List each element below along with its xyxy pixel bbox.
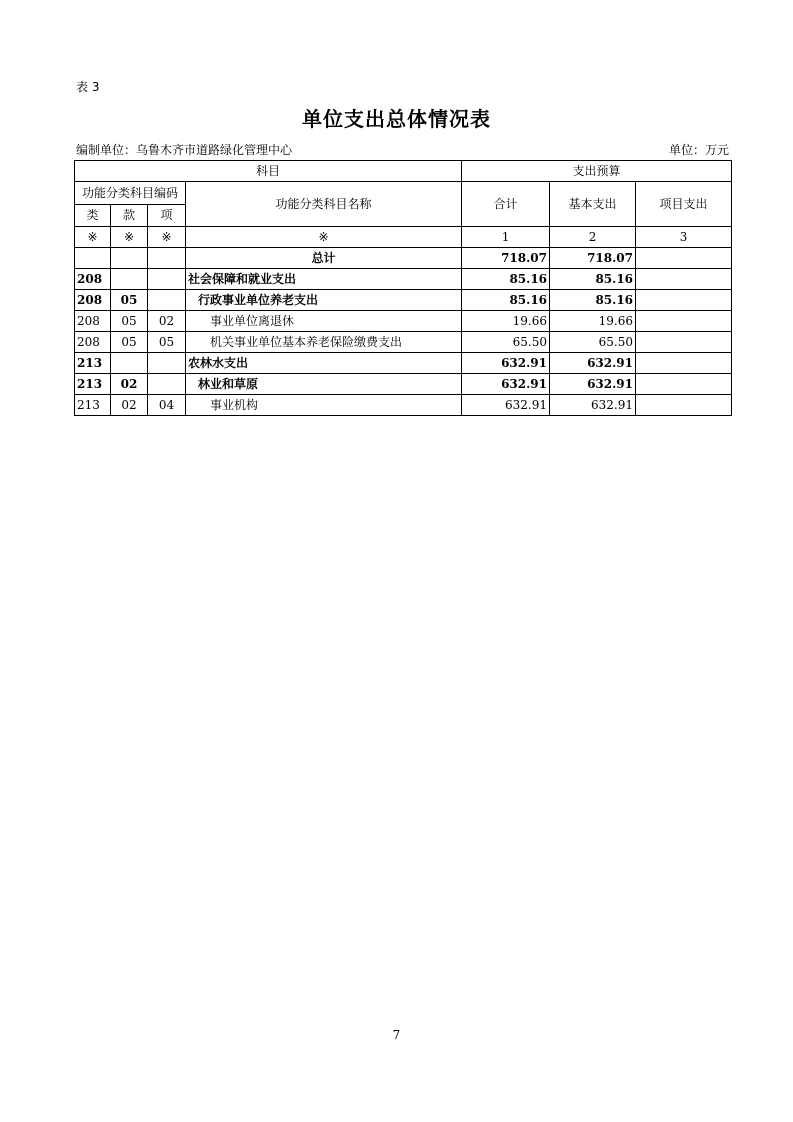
cell-name: 行政事业单位养老支出 — [186, 290, 462, 311]
table-row — [75, 374, 732, 395]
cell-lei: 208 — [75, 332, 111, 353]
header-basic: 基本支出 — [550, 182, 636, 227]
cell-basic: 632.91 — [550, 374, 636, 395]
cell-xiang — [148, 290, 186, 311]
cell-xiang — [148, 353, 186, 374]
mark-name: ※ — [186, 227, 462, 248]
cell-xiang — [148, 269, 186, 290]
cell-total: 85.16 — [462, 269, 550, 290]
cell-total: 19.66 — [462, 311, 550, 332]
col-index-2: 2 — [550, 227, 636, 248]
cell-basic: 718.07 — [550, 248, 636, 269]
mark-lei: ※ — [75, 227, 111, 248]
header-name: 功能分类科目名称 — [186, 182, 462, 227]
cell-project — [636, 374, 732, 395]
cell-kuan: 02 — [111, 395, 148, 416]
cell-xiang: 04 — [148, 395, 186, 416]
table-row — [75, 269, 732, 290]
table-row — [75, 332, 732, 353]
cell-project — [636, 311, 732, 332]
cell-project — [636, 395, 732, 416]
table-row — [75, 395, 732, 416]
header-xiang: 项 — [148, 204, 186, 227]
col-index-1: 1 — [462, 227, 550, 248]
cell-name: 农林水支出 — [186, 353, 462, 374]
cell-name: 事业机构 — [186, 395, 462, 416]
cell-lei: 208 — [75, 290, 111, 311]
cell-basic: 19.66 — [550, 311, 636, 332]
table-row — [75, 353, 732, 374]
cell-name: 机关事业单位基本养老保险缴费支出 — [186, 332, 462, 353]
cell-basic: 85.16 — [550, 290, 636, 311]
unit-label: 单位：万元 — [668, 143, 729, 157]
cell-total: 632.91 — [462, 374, 550, 395]
table-row — [75, 248, 732, 269]
cell-name: 社会保障和就业支出 — [186, 269, 462, 290]
cell-lei: 208 — [75, 311, 111, 332]
table-label: 表 3 — [76, 80, 100, 94]
cell-kuan: 02 — [111, 374, 148, 395]
table-row — [75, 311, 732, 332]
cell-kuan — [111, 269, 148, 290]
cell-total: 85.16 — [462, 290, 550, 311]
cell-lei: 213 — [75, 353, 111, 374]
cell-basic: 632.91 — [550, 353, 636, 374]
cell-basic: 85.16 — [550, 269, 636, 290]
header-code-group: 功能分类科目编码 — [75, 182, 186, 205]
header-project: 项目支出 — [636, 182, 732, 227]
cell-kuan: 05 — [111, 332, 148, 353]
header-row-2 — [75, 182, 732, 205]
cell-kuan: 05 — [111, 311, 148, 332]
cell-xiang: 05 — [148, 332, 186, 353]
cell-kuan — [111, 248, 148, 269]
cell-xiang: 02 — [148, 311, 186, 332]
col-index-3: 3 — [636, 227, 732, 248]
cell-name: 总计 — [186, 248, 462, 269]
header-lei: 类 — [75, 204, 111, 227]
mark-kuan: ※ — [111, 227, 148, 248]
header-row-index — [75, 227, 732, 248]
header-total: 合计 — [462, 182, 550, 227]
cell-kuan: 05 — [111, 290, 148, 311]
cell-project — [636, 353, 732, 374]
cell-total: 718.07 — [462, 248, 550, 269]
header-budget: 支出预算 — [462, 161, 732, 182]
header-kuan: 款 — [111, 204, 148, 227]
page-number: 7 — [392, 1028, 401, 1042]
cell-kuan — [111, 353, 148, 374]
cell-lei: 213 — [75, 395, 111, 416]
cell-lei: 208 — [75, 269, 111, 290]
cell-project — [636, 269, 732, 290]
cell-name: 林业和草原 — [186, 374, 462, 395]
cell-xiang — [148, 374, 186, 395]
cell-xiang — [148, 248, 186, 269]
cell-project — [636, 332, 732, 353]
cell-total: 65.50 — [462, 332, 550, 353]
cell-project — [636, 248, 732, 269]
cell-total: 632.91 — [462, 353, 550, 374]
cell-lei — [75, 248, 111, 269]
mark-xiang: ※ — [148, 227, 186, 248]
cell-basic: 65.50 — [550, 332, 636, 353]
cell-project — [636, 290, 732, 311]
cell-total: 632.91 — [462, 395, 550, 416]
expenditure-table — [74, 160, 732, 416]
header-row-1 — [75, 161, 732, 182]
organization-label: 编制单位：乌鲁木齐市道路绿化管理中心 — [76, 143, 293, 157]
page-title: 单位支出总体情况表 — [302, 107, 491, 131]
header-subject: 科目 — [75, 161, 462, 182]
cell-lei: 213 — [75, 374, 111, 395]
table-row — [75, 290, 732, 311]
cell-basic: 632.91 — [550, 395, 636, 416]
cell-name: 事业单位离退休 — [186, 311, 462, 332]
